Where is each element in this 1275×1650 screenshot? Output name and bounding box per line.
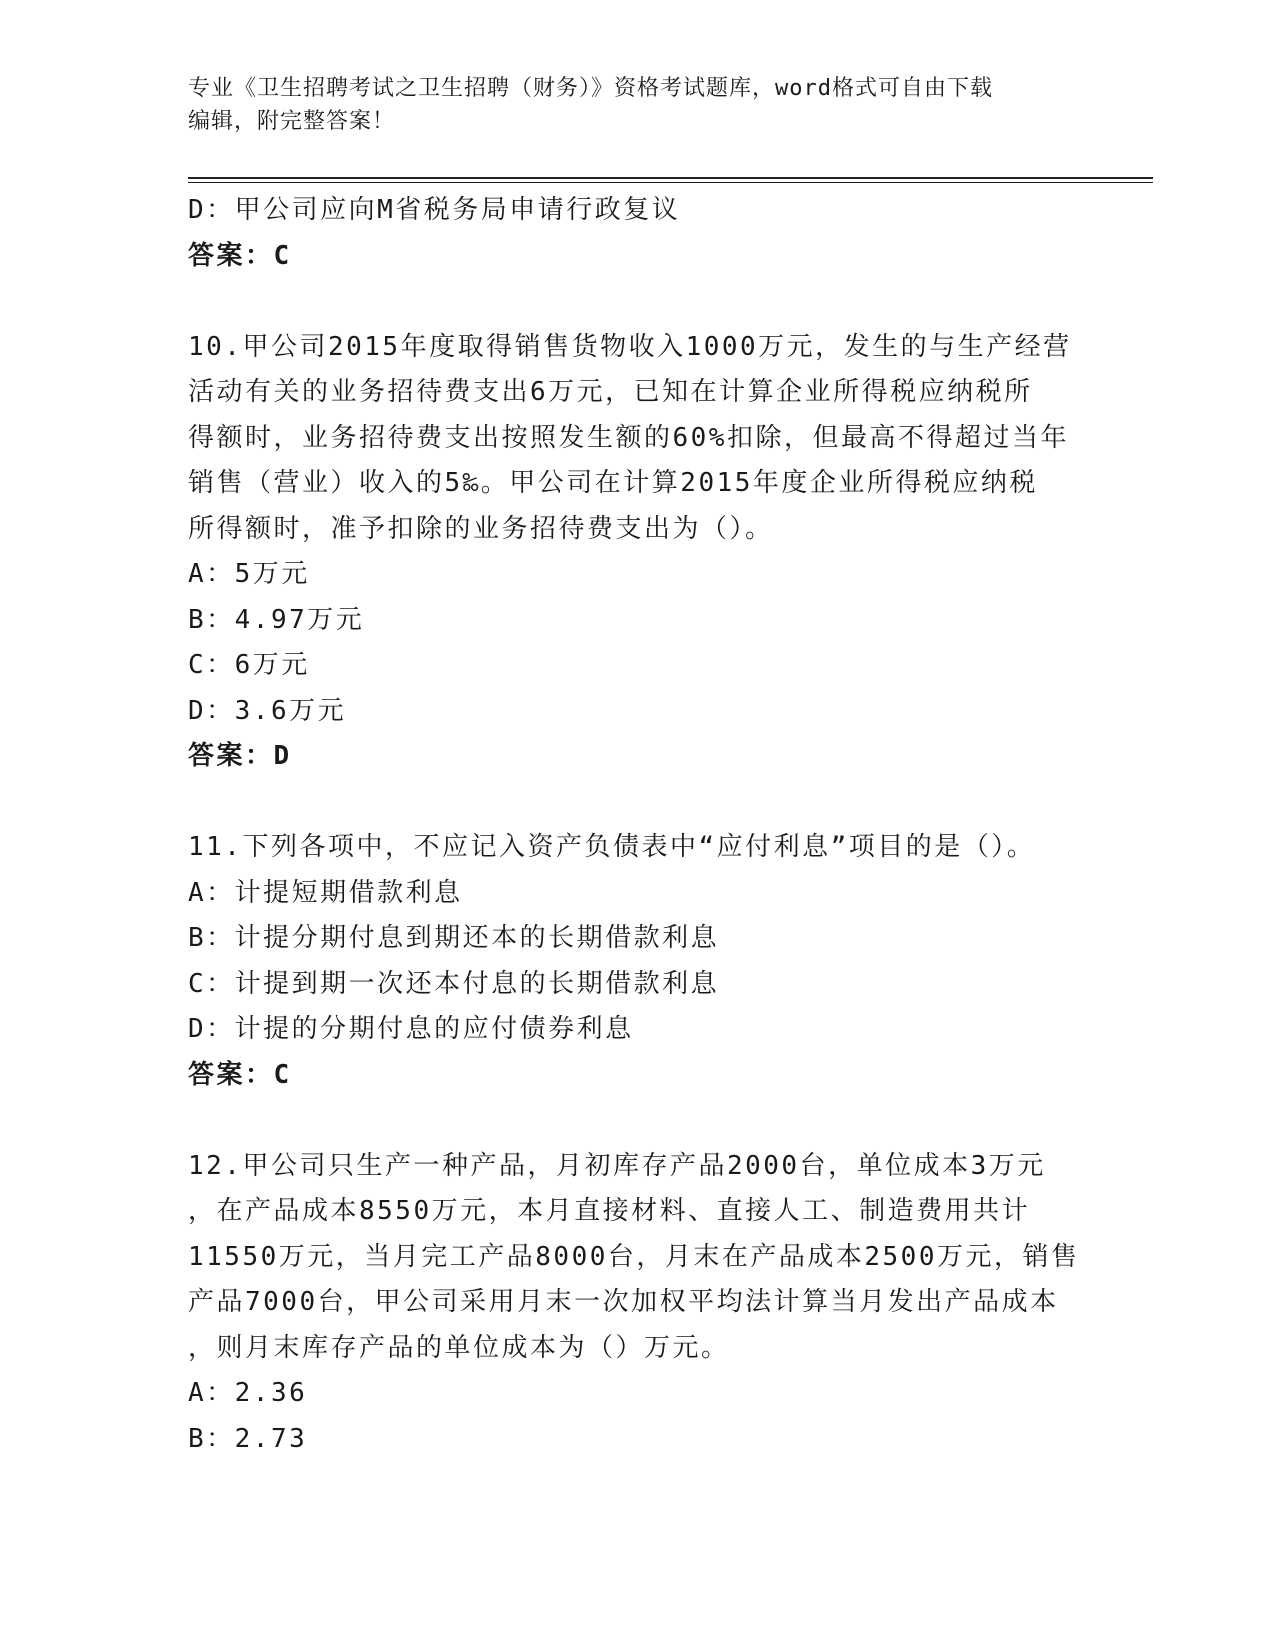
header-divider-thick [188, 177, 1153, 179]
option-b: B：计提分期付息到期还本的长期借款利息 [188, 923, 720, 953]
question-9 [188, 188, 1088, 279]
question-text-line: ，在产品成本8550万元，本月直接材料、直接人工、制造费用共计 [188, 1196, 1031, 1226]
question-text-line: 11550万元，当月完工产品8000台，月末在产品成本2500万元，销售 [188, 1241, 1080, 1272]
header-divider-thin [188, 182, 1153, 183]
question-text-line: 11.下列各项中，不应记入资产负债表中“应付利息”项目的是（）。 [188, 832, 1036, 862]
page-header [188, 72, 1068, 138]
answer-line: 答案：D [188, 741, 292, 771]
option-a: A：计提短期借款利息 [188, 877, 463, 908]
question-text-line: 活动有关的业务招待费支出6万元，已知在计算企业所得税应纳税所 [188, 377, 1033, 407]
question-text-line: 10.甲公司2015年度取得销售货物收入1000万元，发生的与生产经营 [188, 331, 1072, 362]
header-line-1: 专业《卫生招聘考试之卫生招聘（财务）》资格考试题库，word格式可自由下载 [188, 76, 993, 101]
question-12 [188, 1144, 1088, 1463]
question-text-line: 12.甲公司只生产一种产品，月初库存产品2000台，单位成本3万元 [188, 1150, 1046, 1181]
spacer [188, 279, 1088, 325]
question-text-line: ，则月末库存产品的单位成本为（）万元。 [188, 1332, 730, 1363]
answer-line: 答案：C [188, 240, 292, 271]
option-b: B：4.97万元 [188, 604, 365, 635]
option-a: A：2.36 [188, 1378, 308, 1408]
option-b: B：2.73 [188, 1423, 308, 1454]
question-text-line: 销售（营业）收入的5‰。甲公司在计算2015年度企业所得税应纳税 [188, 468, 1038, 498]
option-d: D：计提的分期付息的应付债券利息 [188, 1014, 634, 1044]
question-text-line: 产品7000台，甲公司采用月末一次加权平均法计算当月发出产品成本 [188, 1287, 1059, 1317]
option-c: C：计提到期一次还本付息的长期借款利息 [188, 968, 720, 999]
spacer [188, 780, 1088, 826]
option-d: D：甲公司应向M省税务局申请行政复议 [188, 195, 681, 225]
option-d: D：3.6万元 [188, 695, 347, 726]
option-c: C：6万元 [188, 650, 310, 680]
header-line-2: 编辑，附完整答案！ [188, 109, 396, 134]
document-body [188, 188, 1088, 1462]
question-11 [188, 825, 1088, 1098]
question-10 [188, 325, 1088, 780]
answer-line: 答案：C [188, 1059, 292, 1090]
spacer [188, 1098, 1088, 1144]
option-a: A：5万元 [188, 559, 310, 589]
question-text-line: 所得额时，准予扣除的业务招待费支出为（）。 [188, 513, 774, 544]
question-text-line: 得额时，业务招待费支出按照发生额的60%扣除，但最高不得超过当年 [188, 422, 1069, 453]
